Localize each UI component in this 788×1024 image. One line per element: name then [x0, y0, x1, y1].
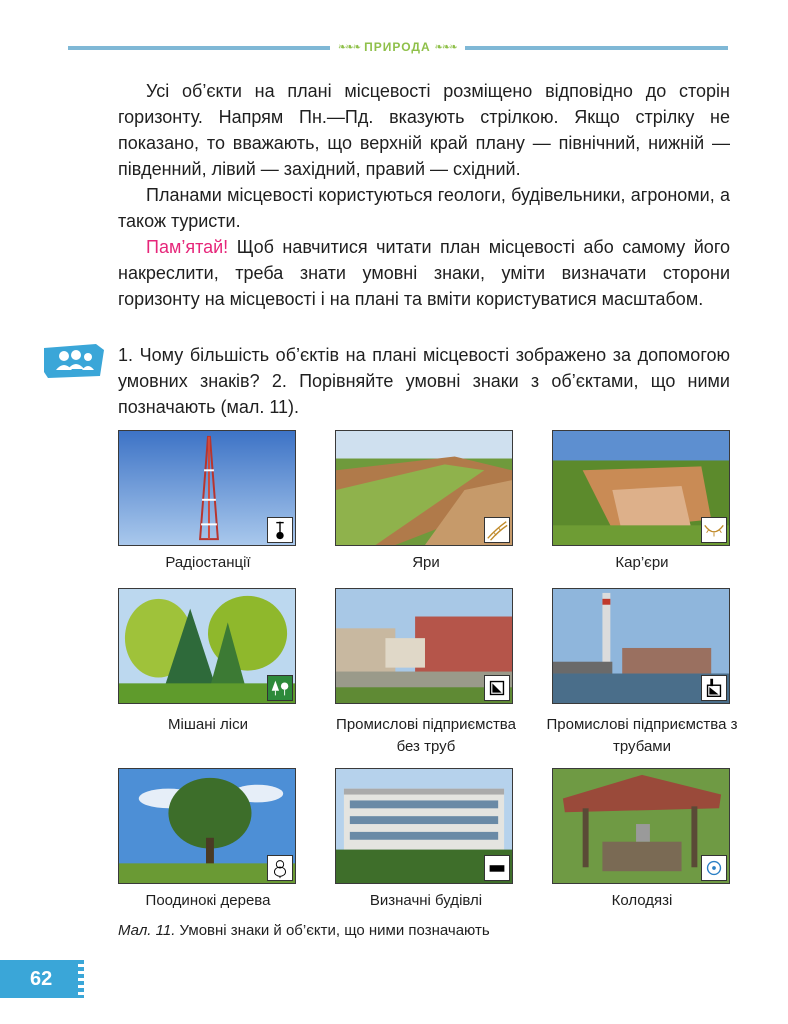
caption-well: Колодязі [611, 892, 673, 909]
remember-text: Щоб навчитися читати план місцевості або самому його накреслити, треба знати умовні знаки, уміти визначати сторони горизонту на місцевості і на плані та вміти користуватися масштабом. [118, 237, 730, 309]
questions-block [118, 342, 730, 420]
paragraph-1: Усі об’єкти на плані місцевості розміщено відповідно до сторін горизонту. Напрям Пн.—Пд. вказують стрілкою. Якщо стрілку не показано, то вважають, що верхній край плану — північний, нижній — південний, лівий — західний, правий — східний. [118, 81, 730, 179]
section-header [330, 39, 465, 55]
caption-single-tree: Поодинокі дерева [145, 892, 271, 909]
factory-no-chimney-sign [484, 675, 510, 701]
caption-factory-chimney: Промислові підприємства з трубами [546, 716, 738, 755]
questions-text: 1. Чому більшість об’єктів на плані місцевості зображено за допомогою умовних знаків? 2. Порівняйте умовні знаки з об’єктами, що ними позначають (мал. 11). [118, 345, 730, 417]
quarry-sign [701, 517, 727, 543]
photo-single-tree [118, 768, 296, 884]
factory-chimney-sign [701, 675, 727, 701]
body-text [118, 78, 730, 312]
photo-quarry [552, 430, 730, 546]
figure-label: Мал. 11. [118, 922, 176, 939]
photo-radio-station [118, 430, 296, 546]
caption-mixed-forest: Мішані ліси [168, 716, 248, 733]
leaf-ornament-right: ❧❧❧ [434, 41, 457, 53]
paragraph-2: Планами місцевості користуються геологи, будівельники, агрономи, а також туристи. [118, 185, 730, 231]
caption-factory-no-chimney: Промислові підприємства без труб [336, 716, 516, 755]
photo-ravine [335, 430, 513, 546]
well-sign [701, 855, 727, 881]
photo-factory-no-chimney [335, 588, 513, 704]
photo-well [552, 768, 730, 884]
radio-station-sign [267, 517, 293, 543]
photo-notable-building [335, 768, 513, 884]
caption-ravine: Яри [412, 554, 440, 571]
photo-factory-chimney [552, 588, 730, 704]
single-tree-sign [267, 855, 293, 881]
caption-notable-building: Визначні будівлі [369, 892, 483, 909]
caption-quarry: Кар’єри [615, 554, 669, 571]
group-work-icon [44, 342, 106, 380]
photo-mixed-forest [118, 588, 296, 704]
remember-label: Пам’ятай! [146, 237, 229, 257]
paragraph-remember [118, 234, 730, 312]
leaf-ornament-left: ❧❧❧ [338, 41, 361, 53]
mixed-forest-sign [267, 675, 293, 701]
figure-caption [118, 922, 490, 939]
ravine-sign [484, 517, 510, 543]
notable-building-sign [484, 855, 510, 881]
page-number: 62 [0, 960, 78, 998]
section-title: ПРИРОДА [364, 40, 431, 54]
figure-caption-text: Умовні знаки й об’єкти, що ними позначають [175, 922, 490, 939]
caption-radio-station: Радіостанції [165, 554, 251, 571]
